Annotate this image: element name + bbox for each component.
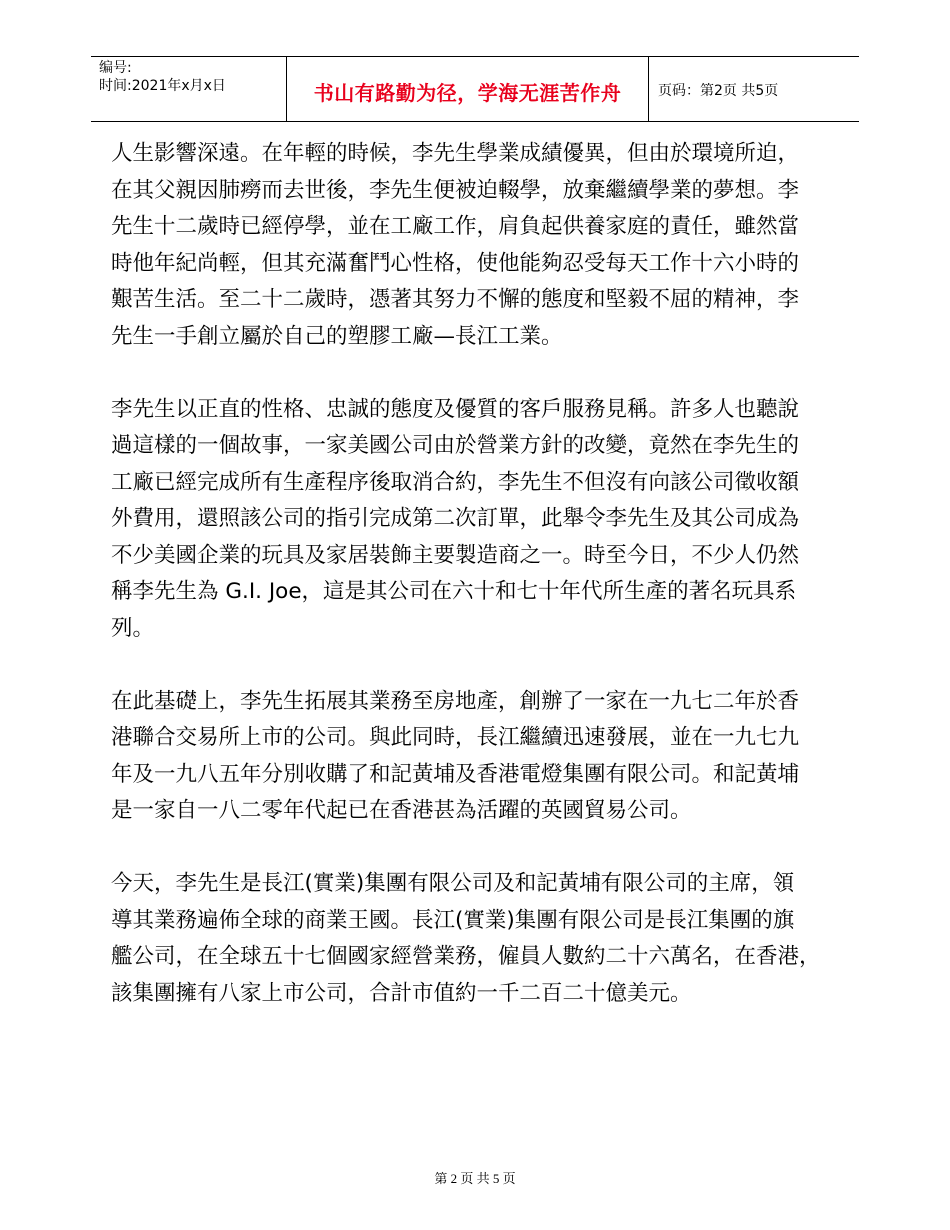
- paragraph: [111, 392, 863, 648]
- text-line: 人生影響深遠。在年輕的時候，李先生學業成績優異，但由於環境所迫，: [111, 141, 800, 166]
- time-label: 时间:2021年x月x日: [99, 78, 226, 94]
- text-line: 時他年紀尚輕，但其充滿奮鬥心性格，使他能夠忍受每天工作十六小時的: [111, 250, 800, 276]
- text-line: 在此基礎上，李先生拓展其業務至房地產，創辦了一家在一九七二年於香: [111, 688, 800, 714]
- text-line: 艦公司，在全球五十七個國家經營業務，僱員人數約二十六萬名，在香港，: [111, 944, 821, 969]
- text-line: 先生一手創立屬於自己的塑膠工廠—長江工業。: [111, 323, 563, 349]
- text-line: 是一家自一八二零年代起已在香港甚為活躍的英國貿易公司。: [111, 798, 692, 823]
- text-line: 稱李先生為 G.I. Joe，這是其公司在六十和七十年代所生產的著名玩具系: [111, 579, 797, 604]
- page-footer: 第 2 页 共 5 页: [434, 1171, 516, 1186]
- paragraph: [111, 136, 863, 355]
- text-line: 導其業務遍佈全球的商業王國。長江(實業)集團有限公司是長江集團的旗: [111, 907, 795, 933]
- text-line: 列。: [111, 615, 155, 641]
- text-line: 港聯合交易所上市的公司。與此同時，長江繼續迅速發展，並在一九七九: [111, 725, 800, 750]
- text-line: 先生十二歲時已經停學，並在工廠工作，肩負起供養家庭的責任，雖然當: [111, 214, 800, 239]
- text-line: 過這樣的一個故事，一家美國公司由於營業方針的改變，竟然在李先生的: [111, 433, 800, 458]
- serial-label: 编号:: [99, 60, 132, 76]
- header-page-info: 页码：第2页 共5页: [658, 83, 779, 99]
- text-line: 在其父親因肺癆而去世後，李先生便被迫輟學，放棄繼續學業的夢想。李: [111, 177, 800, 203]
- text-line: 年及一九八五年分別收購了和記黃埔及香港電燈集團有限公司。和記黃埔: [111, 761, 800, 787]
- text-line: 艱苦生活。至二十二歲時，憑著其努力不懈的態度和堅毅不屈的精神，李: [111, 287, 800, 312]
- text-line: 工廠已經完成所有生產程序後取消合約，李先生不但沒有向該公司徵收額: [111, 469, 800, 495]
- paragraph: [111, 684, 863, 830]
- paragraph: [111, 866, 863, 1012]
- document-body: [111, 136, 863, 1049]
- header-motto: 书山有路勤为径，学海无涯苦作舟: [286, 57, 649, 121]
- header-meta: [91, 57, 286, 121]
- text-line: 李先生以正直的性格、忠誠的態度及優質的客戶服務見稱。許多人也聽說: [111, 396, 800, 422]
- text-line: 該集團擁有八家上市公司，合計市值約一千二百二十億美元。: [111, 980, 692, 1006]
- text-line: 不少美國企業的玩具及家居裝飾主要製造商之一。時至今日，不少人仍然: [111, 542, 800, 568]
- text-line: 今天，李先生是長江(實業)集團有限公司及和記黃埔有限公司的主席，領: [111, 871, 795, 896]
- page-header: [91, 56, 859, 122]
- text-line: 外費用，還照該公司的指引完成第二次訂單，此舉令李先生及其公司成為: [111, 506, 800, 531]
